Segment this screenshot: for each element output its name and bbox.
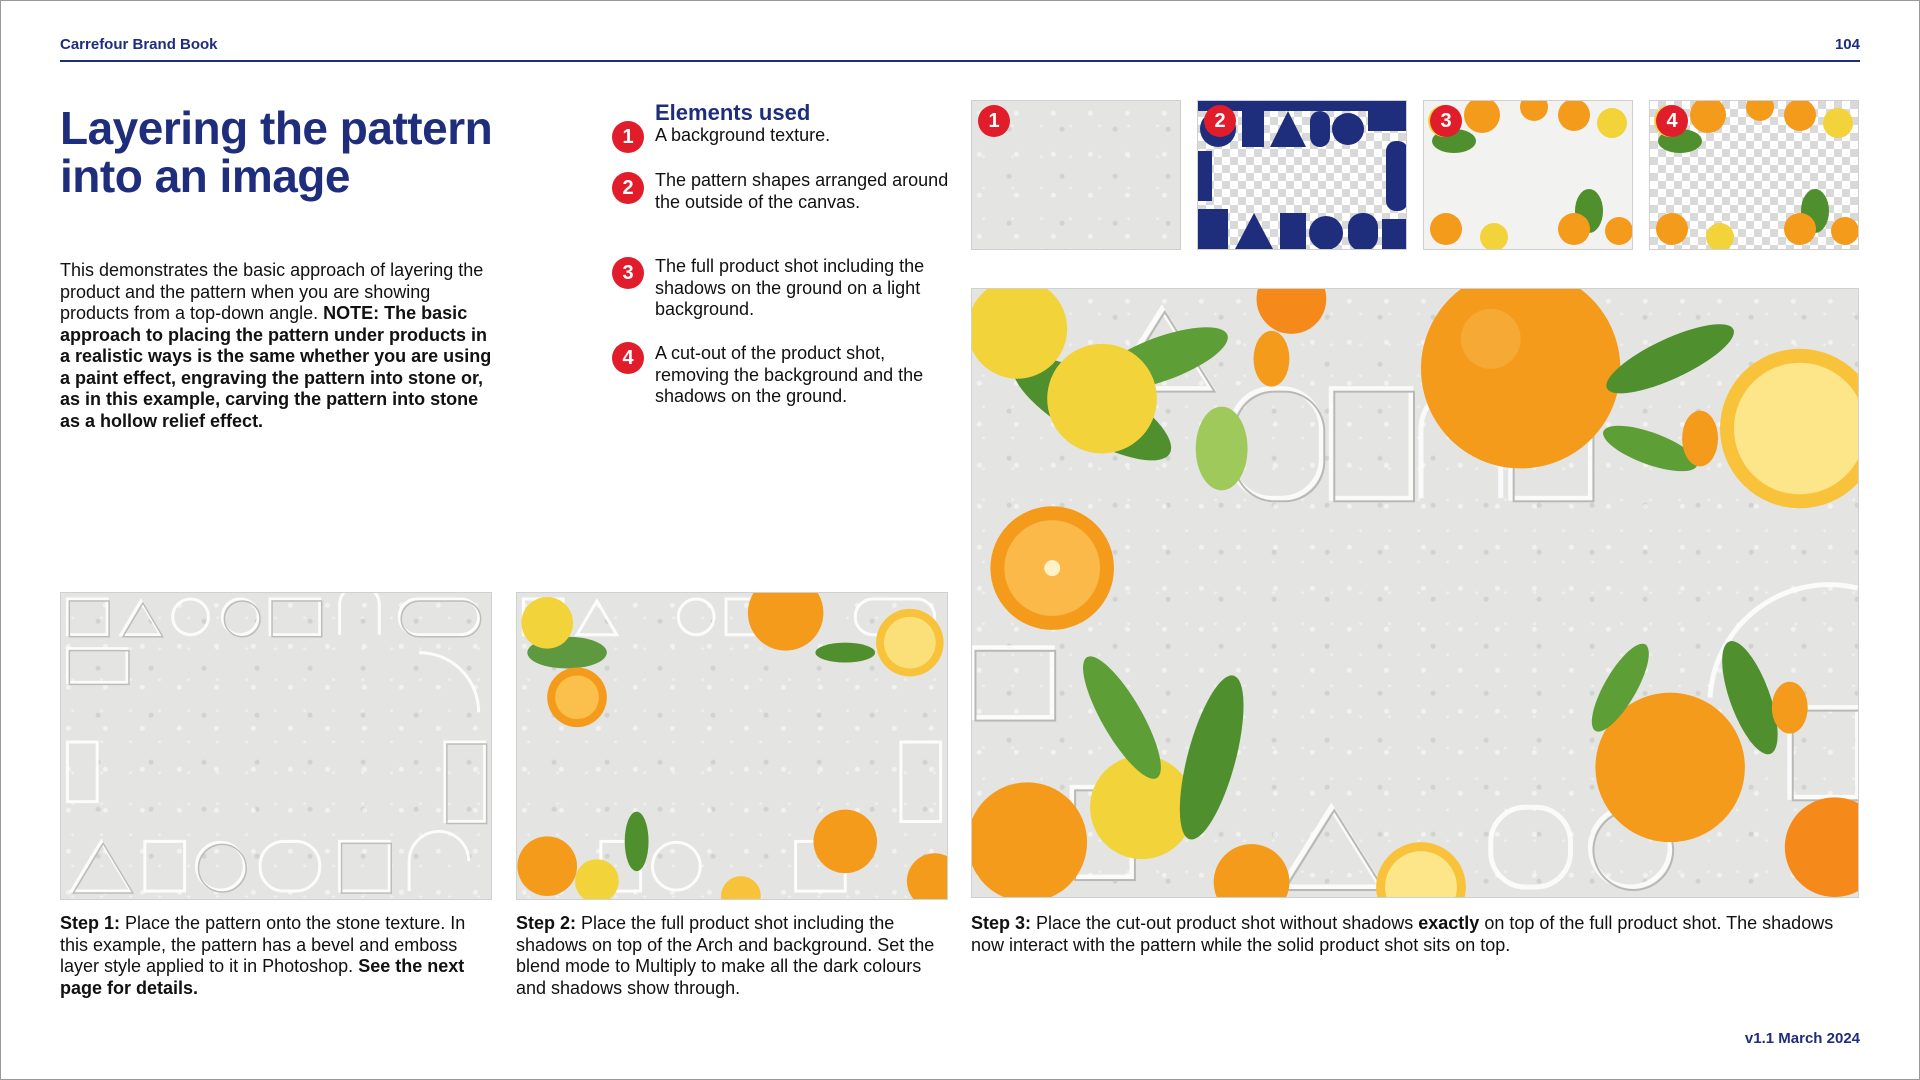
elements-heading: Elements used <box>655 100 811 125</box>
thumbnail-pattern-shapes <box>1197 100 1407 250</box>
number-badge: 1 <box>612 121 644 153</box>
thumbnail-product-shot <box>1423 100 1633 250</box>
thumbnail-badge: 3 <box>1430 105 1462 137</box>
thumbnail-stone-texture <box>971 100 1181 250</box>
embossed-pattern-icon <box>61 593 491 899</box>
step2-image <box>516 592 948 900</box>
step1-bold-link: See the next page for details. <box>60 956 465 998</box>
thumbnail-badge: 2 <box>1204 105 1236 137</box>
page-number: 104 <box>1834 36 1860 53</box>
step2-composite-icon <box>517 593 947 899</box>
step3-text: Place the cut-out product shot without shadows <box>1031 913 1419 933</box>
step3-composite-icon <box>972 289 1858 897</box>
step3-image <box>971 288 1859 898</box>
element-text: The full product shot including the shadows on the ground on a light background. <box>655 256 925 319</box>
thumbnail-cutout-product <box>1649 100 1859 250</box>
version-footer: v1.1 March 2024 <box>1744 1030 1860 1047</box>
step1-text: Place the pattern onto the stone texture. In this example, the pattern has a bevel and emboss layer style applied to it in Photoshop. <box>60 913 466 976</box>
element-text: A background texture. <box>655 125 831 145</box>
step1-caption <box>60 913 492 999</box>
step2-label: Step 2: <box>516 913 577 933</box>
brand-name: Carrefour Brand Book <box>60 36 218 53</box>
thumbnail-badge: 1 <box>978 105 1010 137</box>
page-title: Layering the pattern into an image <box>60 102 493 202</box>
step2-caption <box>516 913 948 999</box>
step3-label: Step 3: <box>971 913 1032 933</box>
step3-text-end: on top of the full product shot. The shadows now interact with the pattern while the solid product shot sits on top. <box>971 913 1834 955</box>
element-text: A cut-out of the product shot, removing the background and the shadows on the ground. <box>655 343 924 406</box>
step3-caption <box>971 913 1859 956</box>
intro-paragraph <box>60 260 500 432</box>
number-badge: 2 <box>612 172 644 204</box>
page-header <box>60 36 1860 62</box>
number-badge: 3 <box>612 257 644 289</box>
step3-emphasis: exactly <box>1418 913 1480 933</box>
intro-text: This demonstrates the basic approach of layering the product and the pattern when you are showing products from a top-down angle. <box>60 260 484 323</box>
number-badge: 4 <box>612 342 644 374</box>
thumbnail-badge: 4 <box>1656 105 1688 137</box>
element-text: The pattern shapes arranged around the outside of the canvas. <box>655 170 949 212</box>
step2-text: Place the full product shot including the shadows on top of the Arch and background. Set the blend mode to Multiply to make all the dark colours and shadows show through. <box>516 913 935 998</box>
intro-note: NOTE: The basic approach to placing the pattern under products in a realistic ways is the same whether you are using a paint effect, engraving the pattern into stone or, as in this example, carving the pattern into stone as a hollow relief effect. <box>60 303 492 431</box>
step1-image <box>60 592 492 900</box>
step1-label: Step 1: <box>60 913 121 933</box>
